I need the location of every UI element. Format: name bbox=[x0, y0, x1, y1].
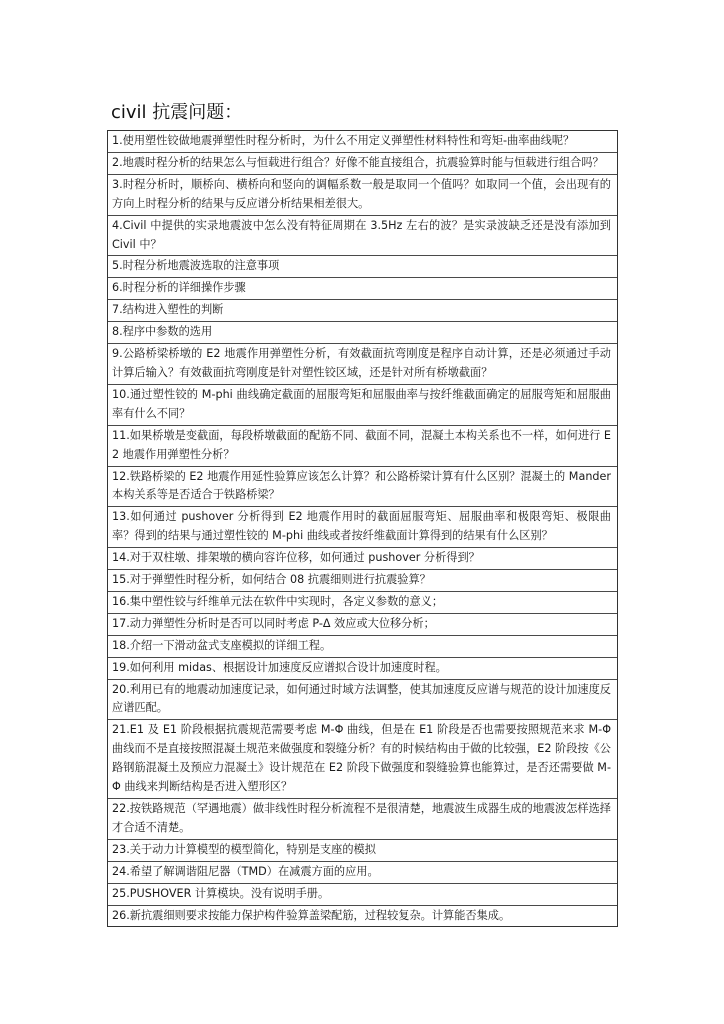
question-row-25: 25.PUSHOVER 计算模块。没有说明手册。 bbox=[108, 883, 617, 905]
question-row-11: 11.如果桥墩是变截面，每段桥墩截面的配筋不同、截面不同，混凝土本构关系也不一样，如何进行 E2 地震作用弹塑性分析？ bbox=[108, 425, 617, 466]
question-row-22: 22.按铁路规范（罕遇地震）做非线性时程分析流程不是很清楚，地震波生成器生成的地震波怎样选择才合适不清楚。 bbox=[108, 798, 617, 839]
question-row-6: 6.时程分析的详细操作步骤 bbox=[108, 277, 617, 299]
questions-table bbox=[107, 130, 618, 927]
document-title: civil 抗震问题： bbox=[111, 102, 243, 123]
question-row-26: 26.新抗震细则要求按能力保护构件验算盖梁配筋，过程较复杂。计算能否集成。 bbox=[108, 905, 617, 927]
question-row-12: 12.铁路桥梁的 E2 地震作用延性验算应该怎么计算？和公路桥梁计算有什么区别？混凝土的 Mander 本构关系等是否适合于铁路桥梁？ bbox=[108, 466, 617, 507]
question-row-7: 7.结构进入塑性的判断 bbox=[108, 299, 617, 321]
question-row-5: 5.时程分析地震波选取的注意事项 bbox=[108, 255, 617, 277]
question-row-24: 24.希望了解调谐阻尼器（TMD）在减震方面的应用。 bbox=[108, 861, 617, 883]
question-row-9: 9.公路桥梁桥墩的 E2 地震作用弹塑性分析，有效截面抗弯刚度是程序自动计算，还是必须通过手动计算后输入？有效截面抗弯刚度是针对塑性铰区域，还是针对所有桥墩截面？ bbox=[108, 343, 617, 384]
question-row-1: 1.使用塑性铰做地震弹塑性时程分析时，为什么不用定义弹塑性材料特性和弯矩-曲率曲线呢？ bbox=[112, 134, 575, 147]
question-row-8: 8.程序中参数的选用 bbox=[108, 321, 617, 343]
question-row-10: 10.通过塑性铰的 M-phi 曲线确定截面的屈服弯矩和屈服曲率与按纤维截面确定的屈服弯矩和屈服曲率有什么不同？ bbox=[108, 384, 617, 425]
question-row-16: 16.集中塑性铰与纤维单元法在软件中实现时，各定义参数的意义； bbox=[108, 591, 617, 613]
question-row-20: 20.利用已有的地震动加速度记录，如何通过时域方法调整，使其加速度反应谱与规范的设计加速度反应谱匹配。 bbox=[108, 679, 617, 720]
question-row-17: 17.动力弹塑性分析时是否可以同时考虑 P-Δ 效应或大位移分析； bbox=[108, 613, 617, 635]
question-row-4: 4.Civil 中提供的实录地震波中怎么没有特征周期在 3.5Hz 左右的波？是实录波缺乏还是没有添加到 Civil 中？ bbox=[108, 215, 617, 256]
question-row-14: 14.对于双柱墩、排架墩的横向容许位移，如何通过 pushover 分析得到？ bbox=[108, 547, 617, 569]
question-row-23: 23.关于动力计算模型的模型简化，特别是支座的模拟 bbox=[108, 839, 617, 861]
question-row-15: 15.对于弹塑性时程分析，如何结合 08 抗震细则进行抗震验算？ bbox=[108, 569, 617, 591]
question-row-19: 19.如何利用 midas、根据设计加速度反应谱拟合设计加速度时程。 bbox=[108, 657, 617, 679]
question-row-13: 13.如何通过 pushover 分析得到 E2 地震作用时的截面屈服弯矩、屈服曲率和极限弯矩、极限曲率？得到的结果与通过塑性铰的 M-phi 曲线或者按纤维截面计算得到的结果有什么区别？ bbox=[108, 506, 617, 547]
question-row-2: 2.地震时程分析的结果怎么与恒载进行组合？好像不能直接组合，抗震验算时能与恒载进行组合吗？ bbox=[108, 152, 617, 174]
question-row-3: 3.时程分析时，顺桥向、横桥向和竖向的调幅系数一般是取同一个值吗？如取同一个值，会出现有的方向上时程分析的结果与反应谱分析结果相差很大。 bbox=[108, 174, 617, 215]
question-row-18: 18.介绍一下滑动盆式支座模拟的详细工程。 bbox=[108, 635, 617, 657]
question-row-21: 21.E1 及 E1 阶段根据抗震规范需要考虑 M-Φ 曲线，但是在 E1 阶段是否也需要按照规范来求 M-Φ 曲线而不是直接按照混凝土规范来做强度和裂缝分析？有的时候结构由于做的比较强，E2 阶段按《公路钢筋混凝土及预应力混凝土》设计规范在 E2 阶段下做强度和裂缝验算也能算过，是否还需要做 M-Φ 曲线来判断结构是否进入塑形区？ bbox=[108, 719, 617, 798]
